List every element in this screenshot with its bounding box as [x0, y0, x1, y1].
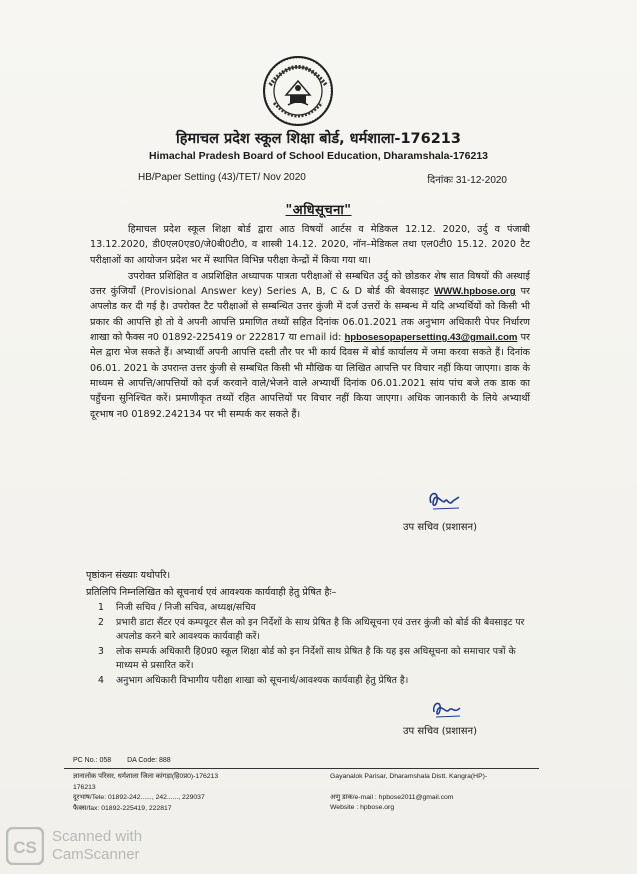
footer-address-hindi: ज्ञानालोक परिसर, धर्मशाला जिला कांगड़ा(हि0प्र0)-176213 176213 दूरभाष/Tele: 01892-242......, 242......, 229037 फैक्स/fax: 01892-225419, 222817 [73, 773, 219, 812]
footer-address-english: Gayanalok Parisar, Dharamshala Distt. Kangra(HP)- अणु डाक/e-mail : hpbose2011@gmail.com Website : hpbose.org [330, 772, 550, 814]
copy-to-list [98, 601, 528, 689]
reference-line [138, 172, 507, 186]
notice-paragraph-1: हिमाचल प्रदेश स्कूल शिक्षा बोर्ड द्वारा आठ विषयों आर्टस व मेडिकल 12.12. 2020, उर्दु व पंजाबी 13.12.2020, डी0एल0एड0/जे0बी0टी0, व शास्त्री 14.12. 2020, नॉन–मेडिकल तथा एल0टी0 15.12. 2020 टैट परीक्षाओं का आयोजन प्रदेश भर में स्थापित विभिन्न परीक्षा केन्द्रों में किया गया था। [90, 224, 530, 266]
pc-number: PC No.: 058 [73, 757, 112, 764]
signature-1-icon [425, 487, 465, 513]
copy-to-heading: प्रतिलिपि निम्नलिखित को सूचनार्थ एवं आवश्यक कार्यवाही हेतु प्रेषित हैः– [86, 587, 337, 598]
camscanner-watermark: Scanned with CamScanner [52, 828, 143, 863]
svg-text:CS: CS [13, 838, 37, 857]
endorsement-line: पृष्ठांकन संख्याः यथोपरि। [86, 570, 171, 581]
notice-title: "अधिसूचना" [285, 203, 352, 218]
issue-date: दिनांकः 31-12-2020 [427, 175, 507, 186]
signatory-designation-2: उप सचिव (प्रशासन) [403, 726, 477, 737]
board-title-english: Himachal Pradesh Board of School Education, Dharamshala-176213 [148, 150, 489, 162]
office-codes [73, 757, 185, 764]
email-link[interactable]: hpbosesopapersetting.43@gmail.com [344, 332, 518, 344]
notice-paragraph-2: उपरोक्त प्रशिक्षित व अप्रशिक्षित अध्यापक पात्रता परीक्षाओं से सम्बधित उर्दु को छोडकर शेष सात विषयों की अस्थाई उत्तर कुंजियाँ (Provisional Answer key) Series A, B, C & D बोर्ड की बेवसाइट WWW.hpbose.org पर अपलोड कर दी गई है। उपरोक्त टैट परीक्षाओं से सम्बन्धित उत्तर कुंजी में दर्ज उत्तरों के सम्बन्ध में यदि अभ्यर्थियों को किसी भी प्रकार की आपत्ति हो तो वे अपनी आपत्ति प्रमाणित तथ्यों सहित दिनांक 06.01.2021 तक अनुभाग अधिकारी पेपर निर्धारण शाखा को फैक्स न0 01892-225419 or 222817 या email id: hpbosesopapersetting.43@gmail.com पर मेल द्वारा भेज सकते हैं। अभ्यार्थी अपनी आपत्ति दस्ती तौर पर भी कार्य दिवस में बोर्ड कार्यालय में जमा करवा सकते हैं। दिनांक 06.01. 2021 के उपरान्त उत्तर कुंजी से सम्बधित किसी भी मौखिक या लिखित आपत्ति पर विचार नहीं किया जाएगा। डाक के माध्यम से आपत्ति/आपत्तियों को दर्ज करवाने वाले/भेजने वाले अभ्यार्थी दिनांक 06.01.2021 सांय पांच बजे तक डाक का पहुँचना सुनिश्चित करें। प्रमाणीकृत तथ्यों रहित आपत्तियों पर विचार नहीं किया जाएगा। अधिक जानकारी के लिये अभ्यार्थी दूरभाष न0 01892.242134 पर भी सम्पर्क कर सकते हैं। [90, 270, 530, 420]
list-item: 2 प्रभारी डाटा सैंटर एवं कम्पयूटर सैल को इन निर्देशों के साथ प्रेषित है कि अधिसूचना एवं उत्तर कुंजी को बोर्ड की बैवसाइट पर अपलोड करने बारे आवश्यक कार्यवाही करें। [98, 616, 525, 643]
list-item: 1 निजी सचिव / निजी सचिव, अध्यक्ष/सचिव [98, 602, 256, 613]
footer-divider [64, 768, 539, 769]
footer-email[interactable]: अणु डाक/e-mail : hpbose2011@gmail.com [330, 793, 454, 801]
list-item: 3 लोक सम्पर्क अधिकारी हि0प्र0 स्कूल शिक्षा बोर्ड को इन निर्देशों साथ प्रेषित है कि यह इस अधिसूचना को समाचार पत्रों के माध्यम से प्रसारित करें। [98, 645, 516, 672]
signature-2-icon [430, 698, 466, 720]
website-link[interactable]: WWW.hpbose.org [434, 286, 516, 298]
da-code: DA Code: 888 [127, 757, 171, 764]
camscanner-logo-icon [6, 827, 44, 865]
footer-website[interactable]: Website : hpbose.org [330, 804, 395, 812]
notice-body [90, 222, 530, 423]
board-seal-icon [262, 55, 334, 127]
signatory-designation-1: उप सचिव (प्रशासन) [403, 522, 477, 533]
list-item: 4 अनुभाग अधिकारी विभागीय परीक्षा शाखा को सूचनार्थ/आवश्यक कार्यवाही हेतु प्रेषित है। [98, 674, 409, 686]
board-title-hindi: हिमाचल प्रदेश स्कूल शिक्षा बोर्ड, धर्मशाला-176213 [176, 131, 461, 147]
reference-number: HB/Paper Setting (43)/TET/ Nov 2020 [138, 172, 306, 183]
